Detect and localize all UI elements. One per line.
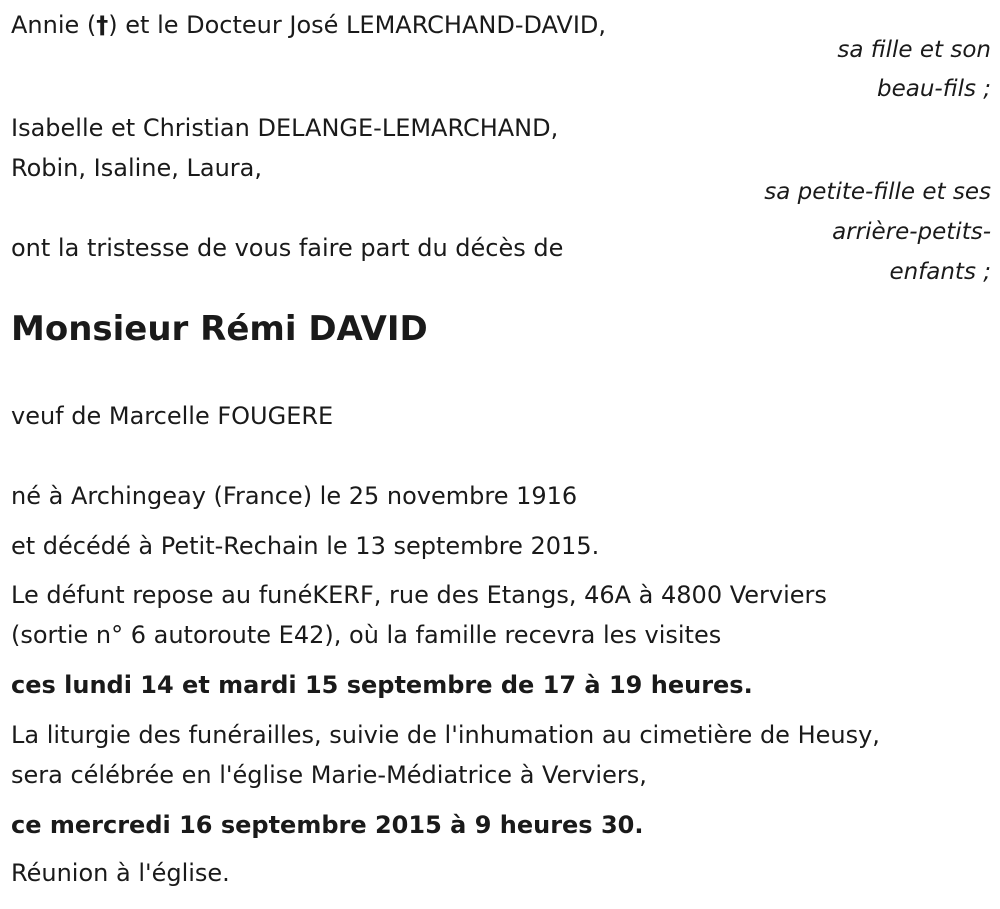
cross-icon: † bbox=[96, 11, 109, 39]
funeral-date: ce mercredi 16 septembre 2015 à 9 heures 30. bbox=[11, 811, 644, 839]
relation-granddaughter-line1: sa petite-fille et ses bbox=[764, 179, 991, 205]
relation-granddaughter-line3: enfants ; bbox=[889, 259, 991, 285]
visitation-line2: (sortie n° 6 autoroute E42), où la famille recevra les visites bbox=[11, 621, 722, 649]
funeral-line1: La liturgie des funérailles, suivie de l'inhumation au cimetière de Heusy, bbox=[11, 721, 880, 749]
visitation-dates: ces lundi 14 et mardi 15 septembre de 17 à 19 heures. bbox=[11, 671, 753, 699]
widower-line: veuf de Marcelle FOUGERE bbox=[11, 402, 334, 430]
meeting-line: Réunion à l'église. bbox=[11, 859, 230, 887]
birth-line: né à Archingeay (France) le 25 novembre 1916 bbox=[11, 482, 578, 510]
family-line-annie-prefix: Annie ( bbox=[11, 11, 97, 39]
family-line-annie-suffix: ) et le Docteur José LEMARCHAND-DAVID, bbox=[108, 11, 607, 39]
relation-daughter-line1: sa fille et son bbox=[837, 37, 991, 63]
family-line-annie bbox=[11, 10, 606, 40]
funeral-line2: sera célébrée en l'église Marie-Médiatrice à Verviers, bbox=[11, 761, 647, 789]
family-line-grandchildren: Robin, Isaline, Laura, bbox=[11, 154, 263, 182]
death-line: et décédé à Petit-Rechain le 13 septembre 2015. bbox=[11, 532, 600, 560]
visitation-line1: Le défunt repose au funéKERF, rue des Etangs, 46A à 4800 Verviers bbox=[11, 581, 827, 609]
relation-granddaughter-line2: arrière-petits- bbox=[832, 219, 991, 245]
relation-daughter-line2: beau-fils ; bbox=[876, 76, 991, 102]
announcement-text: ont la tristesse de vous faire part du décès de bbox=[11, 234, 564, 262]
family-line-isabelle: Isabelle et Christian DELANGE-LEMARCHAND, bbox=[11, 114, 559, 142]
deceased-name: Monsieur Rémi DAVID bbox=[11, 309, 428, 349]
